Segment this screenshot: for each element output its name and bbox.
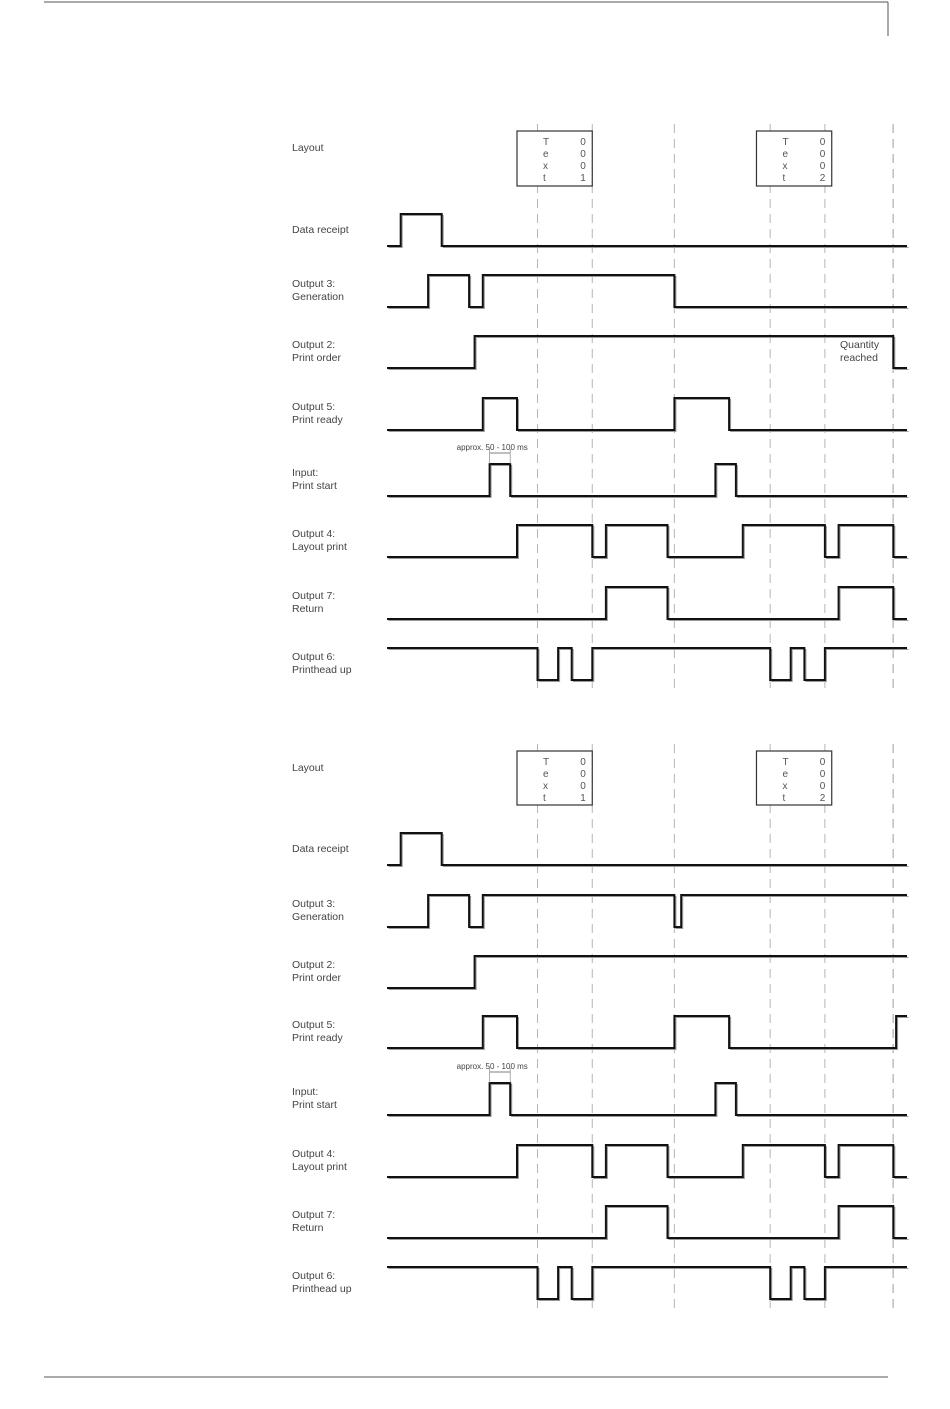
layout-box-digit: 0 <box>580 757 586 768</box>
signal-waveform <box>387 275 907 307</box>
signal-waveform-shadow <box>389 527 909 559</box>
signal-label: Data receipt <box>292 224 349 236</box>
layout-box-digit: 0 <box>819 781 826 792</box>
layout-box-digit: 0 <box>819 757 826 768</box>
layout-box-digit: 0 <box>819 161 826 172</box>
signal-label: Output 4: <box>292 528 336 540</box>
layout-box-letter: x <box>543 781 548 792</box>
signal-label: Print ready <box>292 1032 343 1044</box>
signal-row-output-7 <box>292 587 909 621</box>
layout-box-digit: 0 <box>819 137 826 148</box>
signal-waveform-shadow <box>389 1147 909 1179</box>
signal-waveform <box>387 587 907 619</box>
layout-box-letter: x <box>782 781 788 792</box>
signal-row-output-7 <box>292 1206 909 1240</box>
layout-box <box>756 131 831 186</box>
signal-waveform-shadow <box>389 1208 909 1240</box>
signal-row-output-3 <box>292 275 909 309</box>
layout-box-digit: 0 <box>580 161 586 172</box>
signal-waveform-shadow <box>389 1085 909 1117</box>
layout-row-label: Layout <box>292 762 324 774</box>
layout-box-digit: 0 <box>580 137 586 148</box>
layout-box-digit: 0 <box>580 149 586 160</box>
signal-label: Output 2: <box>292 959 336 971</box>
signal-row-output-5 <box>292 398 909 432</box>
signal-label: Printhead up <box>292 1283 352 1295</box>
layout-box-letter: T <box>782 137 789 148</box>
signal-label: Output 5: <box>292 1019 336 1031</box>
signal-label: Output 6: <box>292 651 336 663</box>
signal-waveform-shadow <box>389 1269 909 1301</box>
layout-box-letter: e <box>782 769 789 780</box>
signal-label: Data receipt <box>292 843 349 855</box>
signal-waveform <box>387 214 907 246</box>
layout-box-digit: 0 <box>580 769 586 780</box>
signal-row-input <box>292 1062 909 1117</box>
layout-box-digit: 0 <box>819 149 826 160</box>
layout-box-letter: T <box>782 757 789 768</box>
signal-row-output-4 <box>292 525 909 559</box>
pulse-width-annotation: approx. 50 - 100 ms <box>456 1062 528 1071</box>
signal-label: Output 3: <box>292 898 336 910</box>
layout-box-digit: 0 <box>580 781 586 792</box>
quantity-reached-note: Quantity <box>840 339 880 351</box>
signal-row-output-2 <box>292 336 909 370</box>
signal-waveform <box>387 525 907 557</box>
layout-row-label: Layout <box>292 142 324 154</box>
signal-waveform <box>387 336 907 368</box>
layout-box <box>517 131 592 186</box>
layout-box-digit: 1 <box>580 793 586 804</box>
signal-waveform <box>387 1206 907 1238</box>
signal-waveform <box>387 1145 907 1177</box>
signal-waveform-shadow <box>389 466 909 498</box>
layout-box <box>517 751 592 805</box>
signal-label: Layout print <box>292 1161 347 1173</box>
signal-row-data-receipt <box>292 214 909 248</box>
layout-box-letter: t <box>782 793 786 804</box>
layout-box-letter: T <box>543 137 550 148</box>
signal-waveform-shadow <box>389 400 909 432</box>
signal-label: Output 4: <box>292 1148 336 1160</box>
signal-row-output-2 <box>292 956 909 990</box>
signal-label: Return <box>292 603 324 615</box>
signal-waveform <box>387 464 907 496</box>
signal-row-output-3 <box>292 895 909 929</box>
signal-label: Print ready <box>292 414 343 426</box>
signal-waveform <box>387 648 907 680</box>
signal-label: Output 3: <box>292 278 336 290</box>
signal-label: Generation <box>292 911 344 923</box>
signal-waveform <box>387 833 907 865</box>
signal-label: Print order <box>292 972 342 984</box>
signal-label: Printhead up <box>292 664 352 676</box>
signal-row-output-6 <box>292 648 909 682</box>
signal-waveform-shadow <box>389 650 909 682</box>
signal-waveform-shadow <box>389 338 909 370</box>
signal-row-output-4 <box>292 1145 909 1179</box>
layout-box-letter: t <box>543 173 546 184</box>
signal-waveform <box>387 956 907 988</box>
signal-row-data-receipt <box>292 833 909 867</box>
timing-diagram-2 <box>292 744 909 1310</box>
signal-waveform <box>387 398 907 430</box>
signal-label: Input: <box>292 1086 319 1098</box>
signal-label: Input: <box>292 467 319 479</box>
layout-box-letter: x <box>782 161 788 172</box>
signal-waveform-shadow <box>389 216 909 248</box>
layout-box-letter: t <box>543 793 546 804</box>
layout-box-digit: 2 <box>819 173 826 184</box>
signal-label: Print start <box>292 1099 337 1111</box>
layout-box-digit: 0 <box>819 769 826 780</box>
signal-waveform-shadow <box>389 958 909 990</box>
timing-diagram-1 <box>292 124 909 690</box>
layout-box-letter: e <box>782 149 789 160</box>
signal-waveform-shadow <box>389 589 909 621</box>
layout-box-letter: e <box>543 769 549 780</box>
signal-waveform-shadow <box>389 1018 909 1050</box>
pulse-width-annotation: approx. 50 - 100 ms <box>456 443 528 452</box>
quantity-reached-note: reached <box>840 352 878 364</box>
signal-waveform <box>387 1016 907 1048</box>
signal-waveform <box>387 895 907 927</box>
signal-label: Output 2: <box>292 339 336 351</box>
signal-label: Print start <box>292 480 337 492</box>
layout-box-letter: e <box>543 149 549 160</box>
signal-label: Output 6: <box>292 1270 336 1282</box>
signal-waveform <box>387 1267 907 1299</box>
signal-waveform-shadow <box>389 897 909 929</box>
signal-waveform <box>387 1083 907 1115</box>
signal-waveform-shadow <box>389 277 909 309</box>
signal-row-input <box>292 443 909 498</box>
signal-label: Return <box>292 1222 324 1234</box>
signal-label: Generation <box>292 291 344 303</box>
signal-label: Layout print <box>292 541 347 553</box>
signal-row-output-5 <box>292 1016 909 1050</box>
layout-box <box>756 751 831 805</box>
signal-row-output-6 <box>292 1267 909 1301</box>
layout-box-digit: 1 <box>580 173 586 184</box>
signal-label: Print order <box>292 352 342 364</box>
layout-box-digit: 2 <box>819 793 826 804</box>
layout-box-letter: x <box>543 161 548 172</box>
signal-label: Output 7: <box>292 1209 336 1221</box>
signal-label: Output 5: <box>292 401 336 413</box>
layout-box-letter: T <box>543 757 550 768</box>
signal-waveform-shadow <box>389 835 909 867</box>
signal-label: Output 7: <box>292 590 336 602</box>
layout-box-letter: t <box>782 173 786 184</box>
